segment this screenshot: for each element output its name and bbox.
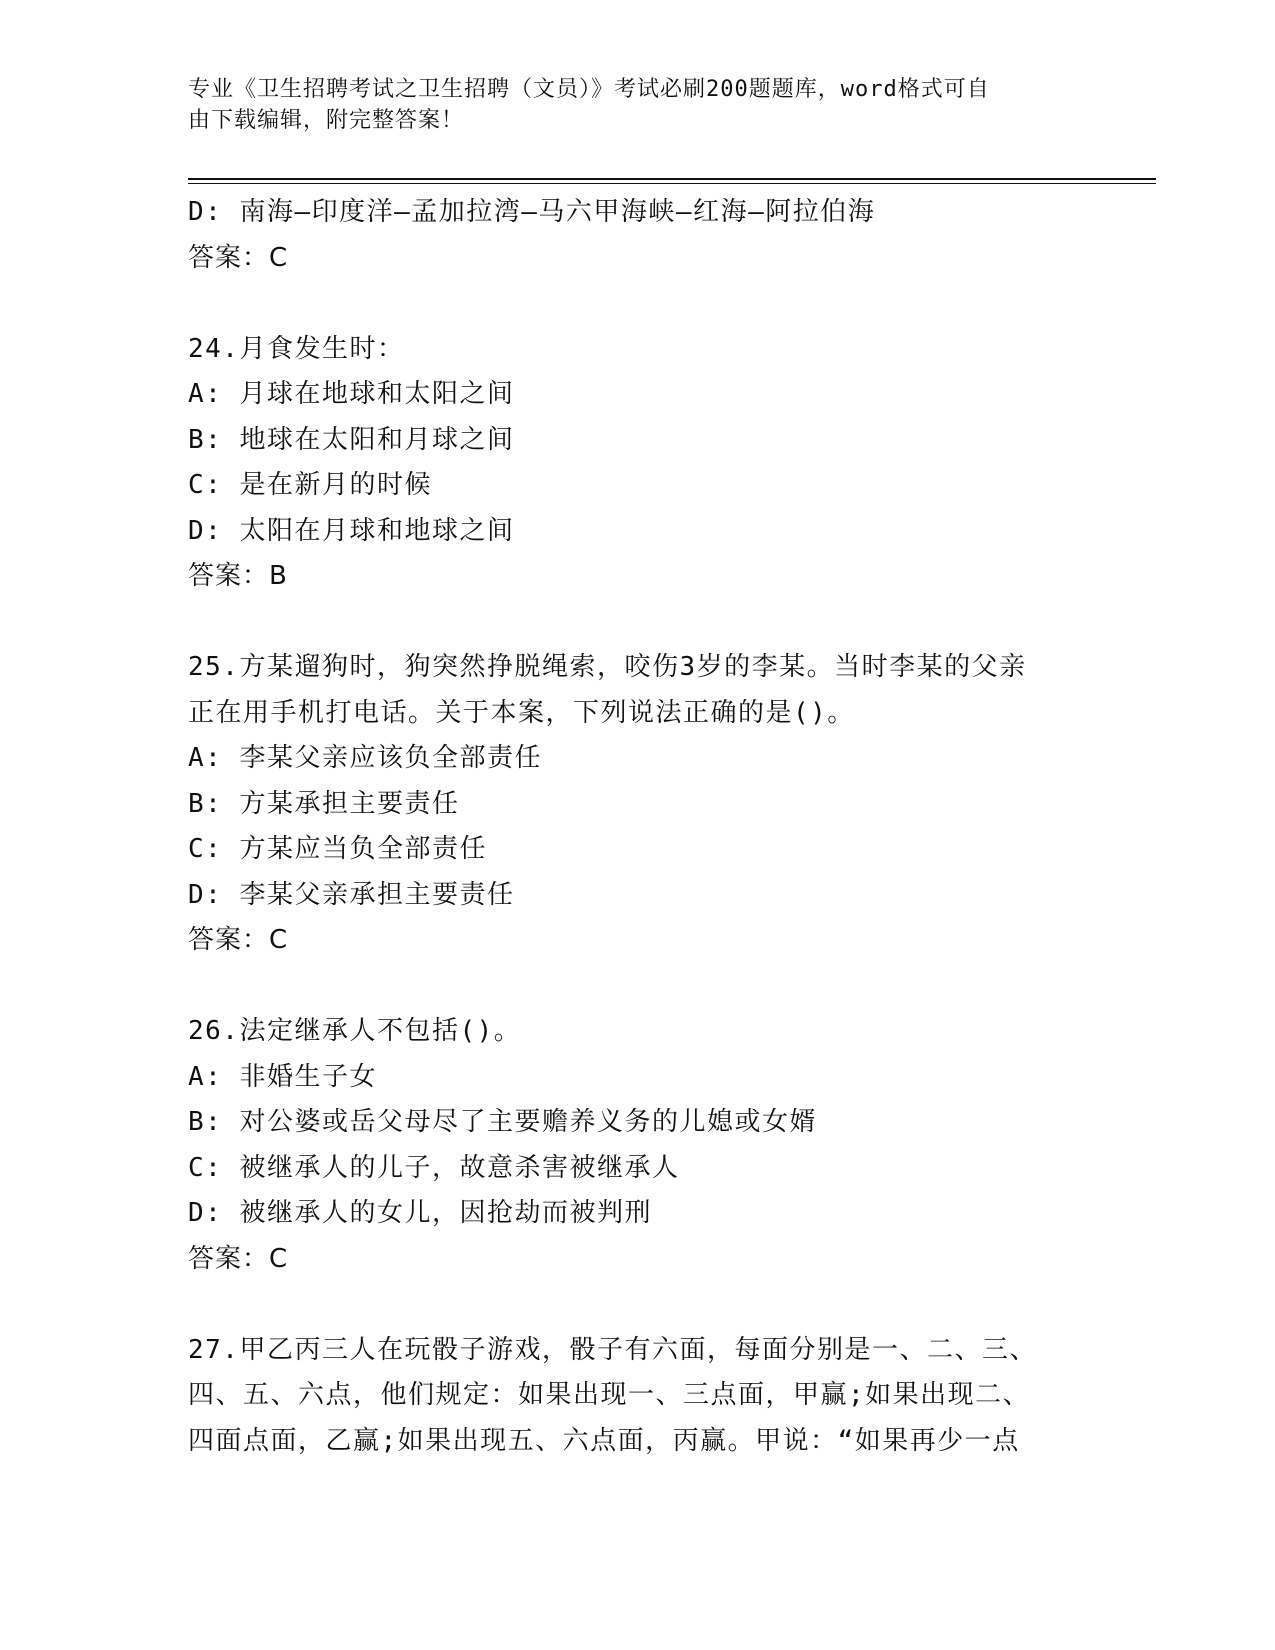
question-stem: 26.法定继承人不包括()。 — [188, 1016, 522, 1046]
option-c: C: 是在新月的时候 — [188, 470, 432, 500]
option-a: A: 李某父亲应该负全部责任 — [188, 743, 542, 773]
question-26 — [188, 1009, 1088, 1282]
option-d: D: 李某父亲承担主要责任 — [188, 879, 515, 910]
question-stem-line-3: 四面点面，乙赢;如果出现五、六点面，丙赢。甲说：“如果再少一点 — [188, 1425, 1020, 1456]
option-c: C: 被继承人的儿子，故意杀害被继承人 — [188, 1152, 680, 1183]
question-stem-line-2: 四、五、六点，他们规定：如果出现一、三点面，甲赢;如果出现二、 — [188, 1380, 1031, 1410]
question-23-tail — [188, 190, 1088, 281]
option-c: C: 方某应当负全部责任 — [188, 834, 487, 864]
option-a: A: 非婚生子女 — [188, 1061, 377, 1092]
option-d: D: 太阳在月球和地球之间 — [188, 515, 515, 546]
header-rule-thin — [188, 183, 1156, 184]
answer-line: 答案：C — [188, 242, 289, 273]
option-b: B: 对公婆或岳父母尽了主要赡养义务的儿媳或女婿 — [188, 1107, 817, 1137]
question-25 — [188, 645, 1088, 964]
answer-line: 答案：C — [188, 925, 289, 955]
document-header — [188, 74, 1068, 136]
header-line-1: 专业《卫生招聘考试之卫生招聘（文员）》考试必刷200题题库，word格式可自 — [188, 77, 990, 102]
option-d: D: 被继承人的女儿，因抢劫而被判刑 — [188, 1198, 652, 1228]
option-a: A: 月球在地球和太阳之间 — [188, 379, 515, 409]
question-stem: 24.月食发生时： — [188, 333, 405, 364]
question-27 — [188, 1328, 1088, 1465]
spacer — [188, 1282, 1088, 1328]
question-stem-line-1: 27.甲乙丙三人在玩骰子游戏，骰子有六面，每面分别是一、二、三、 — [188, 1334, 1037, 1365]
spacer — [188, 964, 1088, 1010]
spacer — [188, 281, 1088, 327]
option-d: D: 南海—印度洋—孟加拉湾—马六甲海峡—红海—阿拉伯海 — [188, 197, 876, 227]
option-b: B: 方某承担主要责任 — [188, 788, 460, 819]
answer-line: 答案：B — [188, 561, 288, 591]
question-stem-line-2: 正在用手机打电话。关于本案，下列说法正确的是()。 — [188, 697, 855, 728]
header-rule-thick — [188, 178, 1156, 180]
spacer — [188, 600, 1088, 646]
option-b: B: 地球在太阳和月球之间 — [188, 424, 515, 455]
answer-line: 答案：C — [188, 1243, 289, 1274]
question-list — [188, 190, 1088, 1464]
question-stem-line-1: 25.方某遛狗时，狗突然挣脱绳索，咬伤3岁的李某。当时李某的父亲 — [188, 652, 1027, 682]
question-24 — [188, 327, 1088, 600]
header-line-2: 由下载编辑，附完整答案！ — [188, 108, 465, 133]
